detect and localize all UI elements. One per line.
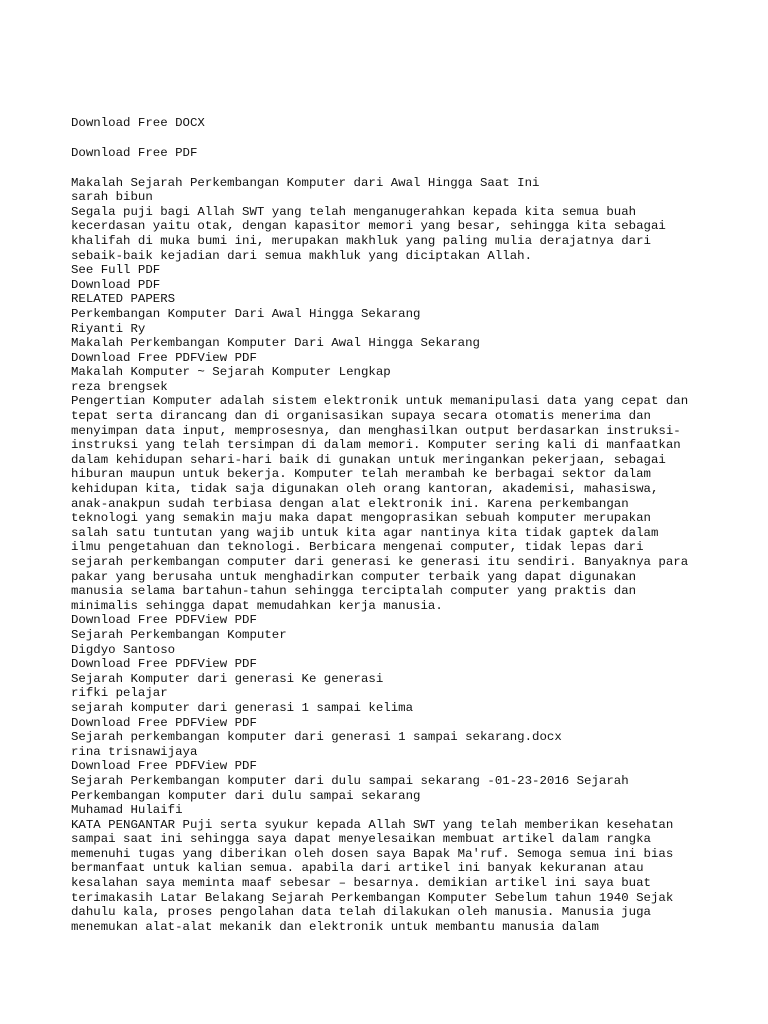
excerpt-line: ilmu pengetahuan dan teknologi. Berbicara mengenai computer, tidak lepas dari [71,540,644,555]
related-paper [71,365,711,628]
excerpt-line: bermanfaat untuk kalian semua. apabila dari artikel ini banyak kekuranan atau [71,861,644,876]
related-paper-author: Riyanti Ry [71,321,146,336]
excerpt-line: manusia selama bartahun-tahun sehingga terciptalah computer yang praktis dan [71,584,637,599]
related-paper-title[interactable]: Sejarah Perkembangan komputer dari dulu sampai sekarang -01-23-2016 Sejarah [71,773,629,788]
related-paper [71,628,711,672]
excerpt-line: minimalis sehingga dapat memudahkan kerja manusia. [71,598,443,613]
excerpt-line: menemukan alat-alat mekanik dan elektronik untuk membantu manusia dalam [71,919,599,934]
related-paper-title[interactable]: Makalah Komputer ~ Sejarah Komputer Lengkap [71,365,391,380]
related-paper [71,672,711,730]
view-pdf-link[interactable]: View PDF [197,613,257,628]
download-free-docx-link[interactable]: Download Free DOCX [71,116,205,130]
document-page [71,116,711,934]
related-paper-actions [71,716,711,731]
excerpt-line: anak-anakpun sudah terbiasa dengan alat elektronik ini. Karena perkembangan [71,496,629,511]
paper-title: Makalah Sejarah Perkembangan Komputer dari Awal Hingga Saat Ini [71,175,540,190]
paper-abstract [71,205,711,263]
related-papers [71,292,711,934]
related-paper-excerpt: sejarah komputer dari generasi 1 sampai kelima [71,700,414,715]
excerpt-line: menyimpan data input, memprosesnya, dan menghasilkan output berdasarkan instruksi- [71,423,681,438]
excerpt-line: instruksi yang telah tersimpan di dalam memori. Komputer sering kali di manfaatkan [71,438,681,453]
abstract-line: Segala puji bagi Allah SWT yang telah menganugerahkan kepada kita semua buah [71,204,637,219]
excerpt-line: kehidupan kita, tidak saja digunakan oleh orang kantoran, akademisi, mahasiswa, [71,482,659,497]
download-free-pdf-link[interactable]: Download Free PDF [71,350,198,365]
excerpt-line: hiburan maupun untuk bekerja. Komputer telah merambah ke berbagai sektor dalam [71,467,651,482]
download-free-pdf-link[interactable]: Download Free PDF [71,145,198,160]
related-paper-title[interactable]: Sejarah Perkembangan Komputer [71,627,287,642]
abstract-line: sebaik-baik kejadian dari semua makhluk yang diciptakan Allah. [71,248,533,263]
excerpt-line: dalam kehidupan sehari-hari baik di gunakan untuk meringankan pekerjaan, sebagai [71,452,666,467]
related-paper [71,307,711,365]
view-pdf-link[interactable]: View PDF [197,350,257,365]
related-paper-author: rifki pelajar [71,686,168,701]
excerpt-line: terimakasih Latar Belakang Sejarah Perkembangan Komputer Sebelum tahun 1940 Sejak [71,890,674,905]
download-free-pdf-link[interactable]: Download Free PDF [71,759,198,774]
related-paper-author: Muhamad Hulaifi [71,803,183,818]
related-paper-excerpt: Makalah Perkembangan Komputer Dari Awal Hingga Sekarang [71,336,480,351]
download-free-pdf-link[interactable]: Download Free PDF [71,613,198,628]
related-paper-title[interactable]: Sejarah perkembangan komputer dari generasi 1 sampai sekarang.docx [71,730,562,745]
spacer [71,160,711,175]
related-paper-title[interactable]: Sejarah Komputer dari generasi Ke generasi [71,671,384,686]
related-paper-actions [71,613,711,628]
excerpt-line: dahulu kala, proses pengolahan data telah dilakukan oleh manusia. Manusia juga [71,905,651,920]
related-paper-actions [71,759,711,774]
excerpt-line: sejarah perkembangan computer dari generasi ke generasi itu sendiri. Banyaknya para [71,555,689,569]
related-paper-actions [71,657,711,672]
excerpt-line: teknologi yang semakin maju maka dapat mengoprasikan sebuah komputer merupakan [71,511,651,526]
related-paper-title[interactable]: Perkembangan Komputer Dari Awal Hingga Sekarang [71,306,421,321]
related-paper [71,774,711,935]
related-paper-author: rina trisnawijaya [71,744,198,759]
abstract-line: khalifah di muka bumi ini, merupakan makhluk yang paling mulia derajatnya dari [71,233,651,248]
excerpt-line: KATA PENGANTAR Puji serta syukur kepada Allah SWT yang telah memberikan kesehatan [71,817,674,832]
excerpt-line: salah satu tuntutan yang wajib untuk kita agar nantinya kita tidak gaptek dalam [71,525,659,540]
view-pdf-link[interactable]: View PDF [197,759,257,774]
related-paper-actions [71,351,711,366]
download-pdf-link[interactable]: Download PDF [71,277,161,292]
abstract-line: kecerdasan yaitu otak, dengan kapasitor memori yang besar, sehingga kita sebagai [71,219,666,234]
view-pdf-link[interactable]: View PDF [197,715,257,730]
related-papers-heading: RELATED PAPERS [71,292,176,307]
paper-author: sarah bibun [71,190,153,205]
related-paper-title[interactable]: Perkembangan komputer dari dulu sampai sekarang [71,788,421,803]
related-paper-author: reza brengsek [71,379,168,394]
view-pdf-link[interactable]: View PDF [197,657,257,672]
excerpt-line: Pengertian Komputer adalah sistem elektronik untuk memanipulasi data yang cepat dan [71,394,689,409]
related-paper-excerpt [71,394,711,613]
excerpt-line: kesalahan saya meminta maaf sebesar – besarnya. demikian artikel ini saya buat [71,876,651,891]
excerpt-line: pakar yang berusaha untuk menghadirkan computer terbaik yang dapat digunakan [71,569,637,584]
related-paper-author: Digdyo Santoso [71,642,176,657]
related-paper-excerpt [71,818,711,935]
excerpt-line: tepat serta dirancang dan di organisasikan supaya secara otomatis menerima dan [71,409,651,424]
excerpt-line: memenuhi tugas yang diberikan oleh dosen saya Bapak Ma'ruf. Semoga semua ini bias [71,846,674,861]
excerpt-line: sampai saat ini sehingga saya dapat menyelesaikan membuat artikel dalam rangka [71,832,651,847]
see-full-pdf-link[interactable]: See Full PDF [71,263,161,278]
related-paper [71,730,711,774]
download-free-pdf-link[interactable]: Download Free PDF [71,657,198,672]
main-paper [71,176,711,293]
download-free-pdf-link[interactable]: Download Free PDF [71,715,198,730]
spacer [71,131,711,146]
